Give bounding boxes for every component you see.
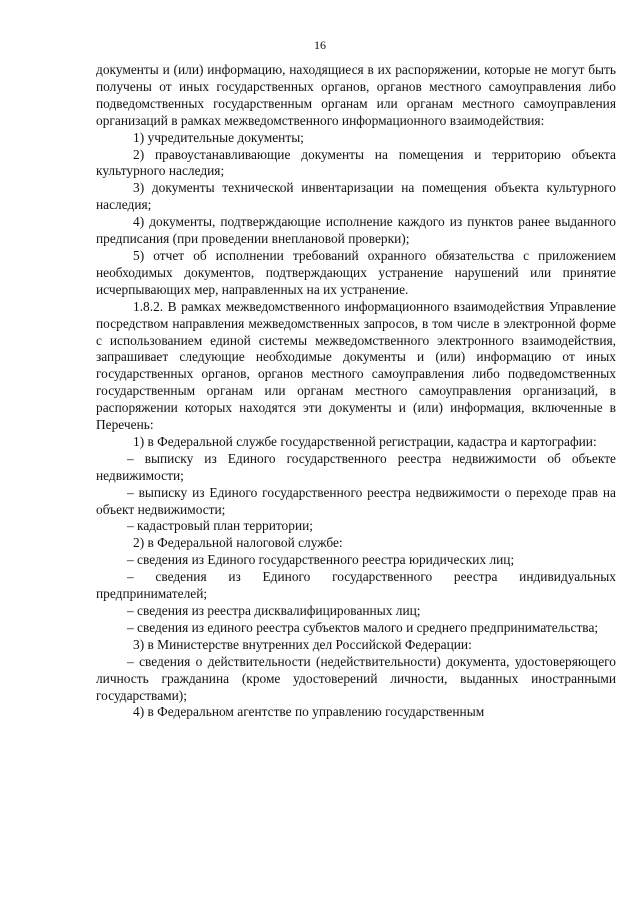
dash-item: – сведения из реестра дисквалифицированных лиц; (127, 603, 421, 618)
list-item: 5) отчет об исполнении требований охранного обязательства с приложением необходимых документов, подтверждающих устранение нарушений или принятие исчерпывающих мер, направленных на их устранение. (96, 247, 616, 297)
list-item: 2) правоустанавливающие документы на помещения и территорию объекта культурного наследия; (96, 146, 616, 179)
page-number: 16 (314, 38, 326, 52)
dash-item: – кадастровый план территории; (127, 518, 314, 534)
paragraph-intro: документы и (или) информацию, находящиеся в их распоряжении, которые не могут быть получены от иных государственных органов, органов местного самоуправления либо подведомственных государственным органам или органам местного самоуправления организаций в рамках межведомственного информационного взаимодействия: (96, 62, 616, 128)
document-body (96, 62, 616, 721)
list-item: 2) в Федеральной налоговой службе: (133, 535, 343, 551)
list-item: 1) учредительные документы; (133, 129, 304, 145)
dash-item: – сведения о действительности (недействительности) документа, удостоверяющего личность гражданина (кроме удостоверений личности, выданных иностранными государствами); (96, 653, 616, 703)
dash-item: – выписку из Единого государственного реестра недвижимости о переходе прав на объект недвижимости; (96, 484, 616, 517)
list-item: 3) в Министерстве внутренних дел Российской Федерации: (133, 636, 472, 652)
list-item: 1) в Федеральной службе государственной регистрации, кадастра и картографии: (133, 433, 597, 449)
dash-item: – сведения из единого реестра субъектов малого и среднего предпринимательства; (127, 619, 599, 635)
list-item: 4) документы, подтверждающие исполнение каждого из пунктов ранее выданного предписания (при проведении внеплановой проверки); (96, 214, 616, 247)
dash-item: – сведения из Единого государственного реестра юридических лиц; (127, 552, 515, 568)
list-item: 3) документы технической инвентаризации на помещения объекта культурного наследия; (96, 180, 616, 213)
dash-item: – выписку из Единого государственного реестра недвижимости об объекте недвижимости; (96, 450, 616, 483)
list-item: 4) в Федеральном агентстве по управлению государственным (133, 704, 485, 720)
paragraph-1-8-2: 1.8.2. В рамках межведомственного информационного взаимодействия Управление посредством направления межведомственных запросов, в том числе в электронной форме с использованием единой системы межведомственного электронного взаимодействия, запрашивает следующие необходимые документы и (или) информацию от иных государственных органов, органов местного самоуправления либо подведомственных государственным органам или органам местного самоуправления организаций, в распоряжении которых находятся эти документы и (или) информация, включенные в Перечень: (96, 298, 616, 433)
dash-item: – сведения из Единого государственного реестра индивидуальных предпринимателей; (96, 569, 616, 602)
